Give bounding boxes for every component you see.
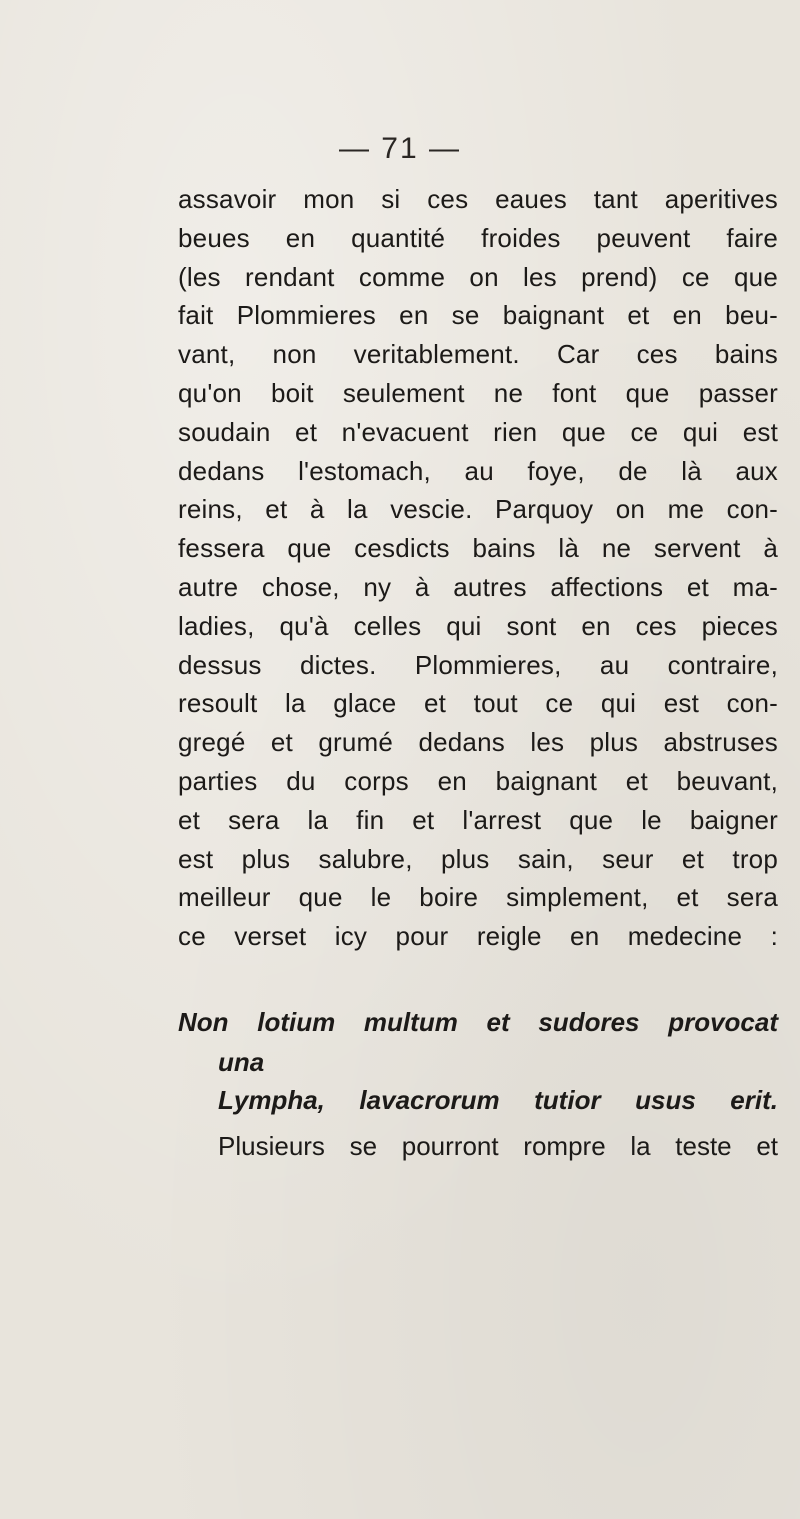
page-number: — 71 — — [338, 132, 462, 165]
text-line: dessus dictes. Plommieres, au contraire, — [178, 649, 778, 680]
closing-text-line: Plusieurs se pourront rompre la teste et — [218, 1131, 778, 1161]
latin-quote-line-1: Non lotium multum et sudores provocat — [178, 1007, 778, 1037]
text-line: ladies, qu'à celles qui sont en ces pieces — [178, 610, 778, 641]
text-line: resoult la glace et tout ce qui est con- — [178, 688, 778, 719]
text-line: est plus salubre, plus sain, seur et trop — [178, 843, 778, 874]
text-line: reins, et à la vescie. Parquoy on me con- — [178, 494, 778, 525]
text-line: ce verset icy pour reigle en medecine : — [178, 921, 778, 952]
text-line: et sera la fin et l'arrest que le baigner — [178, 804, 778, 835]
text-line: qu'on boit seulement ne font que passer — [178, 377, 778, 408]
text-line: dedans l'estomach, au foye, de là aux — [178, 455, 778, 486]
text-line: beues en quantité froides peuvent faire — [178, 222, 778, 253]
text-line: parties du corps en baignant et beuvant, — [178, 765, 778, 796]
body-text — [178, 180, 778, 956]
text-line: meilleur que le boire simplement, et sera — [178, 882, 778, 913]
latin-quote-line-3: Lympha, lavacrorum tutior usus erit. — [218, 1085, 778, 1115]
text-line: soudain et n'evacuent rien que ce qui est — [178, 416, 778, 447]
latin-quote-line-2: una — [218, 1047, 265, 1077]
text-line: gregé et grumé dedans les plus abstruses — [178, 727, 778, 758]
text-line: assavoir mon si ces eaues tant aperitives — [178, 184, 778, 214]
text-line: fessera que cesdicts bains là ne servent à — [178, 533, 778, 564]
text-line: vant, non veritablement. Car ces bains — [178, 339, 778, 370]
text-line: fait Plommieres en se baignant et en beu- — [178, 300, 778, 331]
text-line: autre chose, ny à autres affections et ma- — [178, 571, 778, 602]
text-line: (les rendant comme on les prend) ce que — [178, 261, 778, 292]
